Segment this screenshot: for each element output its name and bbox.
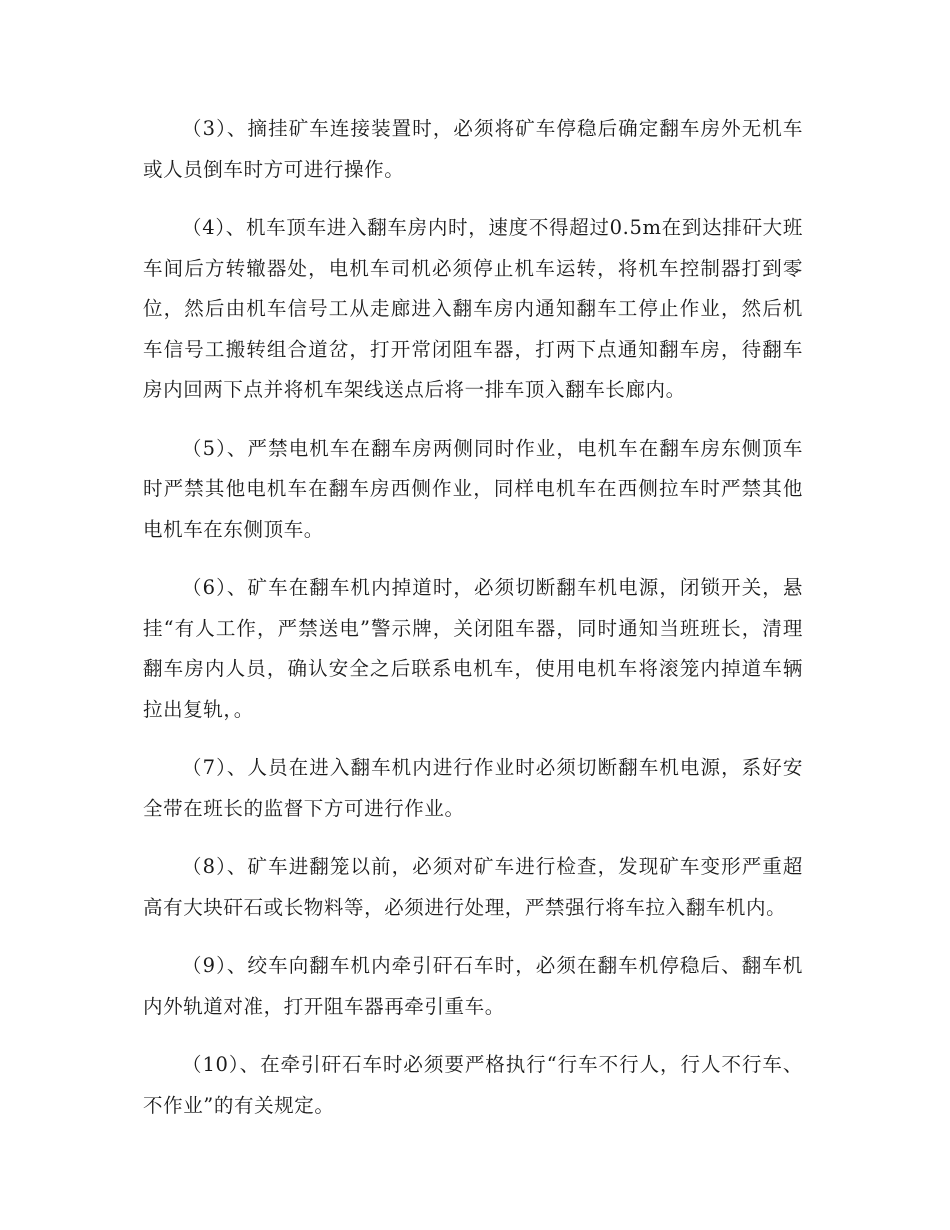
paragraph-9: （9）、绞车向翻车机内牵引矸石车时，必须在翻车机停稳后、翻车机内外轨道对准，打开阻车器再牵引重车。 [143, 954, 803, 1018]
paragraph-8: （8）、矿车进翻笼以前，必须对矿车进行检查，发现矿车变形严重超高有大块矸石或长物料等，必须进行处理，严禁强行将车拉入翻车机内。 [143, 855, 803, 919]
paragraph-7: （7）、人员在进入翻车机内进行作业时必须切断翻车机电源，系好安全带在班长的监督下方可进行作业。 [143, 756, 803, 820]
paragraph-4: （4）、机车顶车进入翻车房内时，速度不得超过0.5m在到达排矸大班车间后方转辙器处，电机车司机必须停止机车运转，将机车控制器打到零位，然后由机车信号工从走廊进入翻车房内通知翻车工停止作业，然后机车信号工搬转组合道岔，打开常闭阻车器，打两下点通知翻车房，待翻车房内回两下点并将机车架线送点后将一排车顶入翻车长廊内。 [143, 216, 803, 401]
document-body [143, 109, 803, 1144]
paragraph-10: （10）、在牵引矸石车时必须要严格执行“行车不行人，行人不行车、不作业”的有关规定。 [143, 1053, 803, 1117]
paragraph-3: （3）、摘挂矿车连接装置时，必须将矿车停稳后确定翻车房外无机车或人员倒车时方可进行操作。 [143, 117, 803, 181]
paragraph-6: （6）、矿车在翻车机内掉道时，必须切断翻车机电源，闭锁开关，悬挂“有人工作，严禁送电”警示牌，关闭阻车器，同时通知当班班长，清理翻车房内人员，确认安全之后联系电机车，使用电机车将滚笼内掉道车辆拉出复轨，。 [143, 576, 803, 721]
paragraph-5: （5）、严禁电机车在翻车房两侧同时作业，电机车在翻车房东侧顶车时严禁其他电机车在翻车房西侧作业，同样电机车在西侧拉车时严禁其他电机车在东侧顶车。 [143, 436, 803, 541]
